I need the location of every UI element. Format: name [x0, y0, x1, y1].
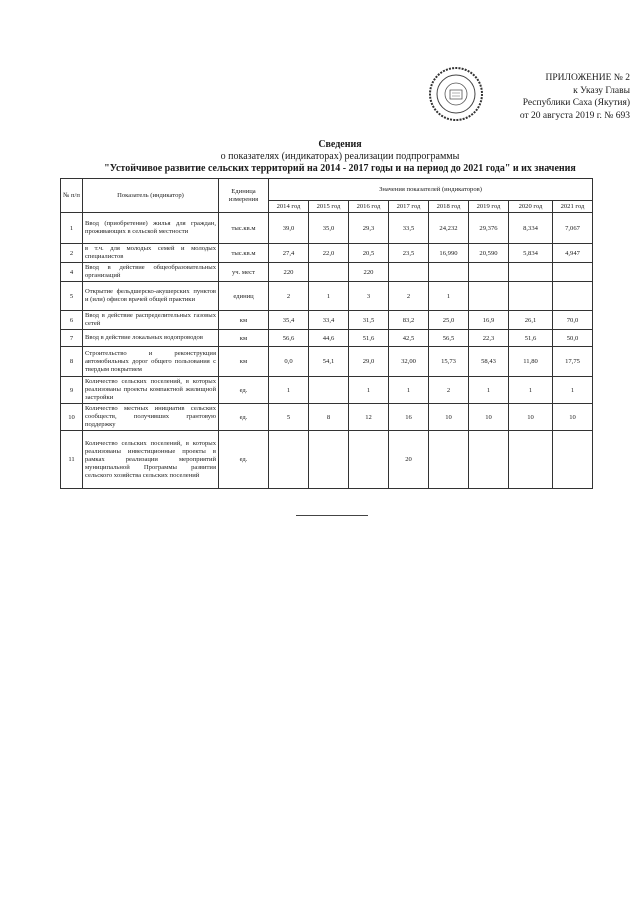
- value-cell: [309, 431, 349, 489]
- table-row: [61, 311, 593, 330]
- value-cell: 70,0: [553, 311, 593, 330]
- value-cell: 83,2: [389, 311, 429, 330]
- value-cell: 1: [553, 377, 593, 404]
- value-cell: 16: [389, 404, 429, 431]
- value-cell: 16,990: [429, 244, 469, 263]
- value-cell: 1: [389, 377, 429, 404]
- value-cell: 0,0: [269, 347, 309, 377]
- value-cell: 7,067: [553, 213, 593, 244]
- value-cell: 15,73: [429, 347, 469, 377]
- value-cell: 220: [269, 263, 309, 282]
- value-cell: 44,6: [309, 330, 349, 347]
- unit-cell: ед.: [219, 377, 269, 404]
- year-header: 2020 год: [509, 201, 553, 213]
- table-row: [61, 377, 593, 404]
- unit-cell: ед.: [219, 431, 269, 489]
- value-cell: 25,0: [429, 311, 469, 330]
- value-cell: 32,00: [389, 347, 429, 377]
- indicator-name: Ввод в действие локальных водопроводов: [83, 330, 219, 347]
- value-cell: 1: [349, 377, 389, 404]
- table-row: [61, 404, 593, 431]
- value-cell: 8: [309, 404, 349, 431]
- value-cell: 54,1: [309, 347, 349, 377]
- value-cell: 12: [349, 404, 389, 431]
- row-number: 10: [61, 404, 83, 431]
- value-cell: 35,4: [269, 311, 309, 330]
- value-cell: 35,0: [309, 213, 349, 244]
- value-cell: 1: [509, 377, 553, 404]
- value-cell: [429, 263, 469, 282]
- indicator-name: Ввод в действие распределительных газовых сетей: [83, 311, 219, 330]
- value-cell: 33,4: [309, 311, 349, 330]
- unit-cell: тыс.кв.м: [219, 213, 269, 244]
- value-cell: 27,4: [269, 244, 309, 263]
- year-header: 2014 год: [269, 201, 309, 213]
- value-cell: 51,6: [509, 330, 553, 347]
- value-cell: 29,376: [469, 213, 509, 244]
- value-cell: [469, 282, 509, 311]
- value-cell: 10: [509, 404, 553, 431]
- value-cell: 3: [349, 282, 389, 311]
- value-cell: [553, 431, 593, 489]
- unit-cell: км: [219, 347, 269, 377]
- value-cell: 8,334: [509, 213, 553, 244]
- row-number: 9: [61, 377, 83, 404]
- value-cell: 10: [469, 404, 509, 431]
- table-row: [61, 263, 593, 282]
- row-number: 7: [61, 330, 83, 347]
- value-cell: 5,834: [509, 244, 553, 263]
- unit-cell: единиц: [219, 282, 269, 311]
- value-cell: 26,1: [509, 311, 553, 330]
- value-cell: 20,590: [469, 244, 509, 263]
- indicator-name: Строительство и реконструкция автомобильных дорог общего пользования с твердым покрытием: [83, 347, 219, 377]
- value-cell: [509, 282, 553, 311]
- value-cell: 56,6: [269, 330, 309, 347]
- header-num: № п/п: [61, 179, 83, 213]
- table-row: [61, 244, 593, 263]
- value-cell: 24,232: [429, 213, 469, 244]
- header-indicator: Показатель (индикатор): [83, 179, 219, 213]
- value-cell: 22,3: [469, 330, 509, 347]
- title-line-1: Сведения: [318, 139, 362, 150]
- value-cell: [553, 263, 593, 282]
- value-cell: 10: [429, 404, 469, 431]
- annex-line: ПРИЛОЖЕНИЕ № 2: [545, 73, 630, 83]
- annex-line: к Указу Главы: [573, 85, 630, 96]
- row-number: 8: [61, 347, 83, 377]
- document-title: [60, 139, 620, 175]
- unit-cell: ед.: [219, 404, 269, 431]
- value-cell: [509, 263, 553, 282]
- row-number: 1: [61, 213, 83, 244]
- year-header: 2021 год: [553, 201, 593, 213]
- year-header: 2019 год: [469, 201, 509, 213]
- table-row: [61, 347, 593, 377]
- value-cell: 17,75: [553, 347, 593, 377]
- annex-line: от 20 августа 2019 г. № 693: [519, 110, 630, 121]
- value-cell: 20: [389, 431, 429, 489]
- value-cell: 16,9: [469, 311, 509, 330]
- indicator-name: Количество местных инициатив сельских сообществ, получивших грантовую поддержку: [83, 404, 219, 431]
- value-cell: 22,0: [309, 244, 349, 263]
- title-line-2: о показателях (индикаторах) реализации подпрограммы: [220, 151, 460, 162]
- row-number: 4: [61, 263, 83, 282]
- table-row: [61, 213, 593, 244]
- value-cell: 33,5: [389, 213, 429, 244]
- value-cell: 2: [269, 282, 309, 311]
- row-number: 6: [61, 311, 83, 330]
- header-values: Значения показателей (индикаторов): [269, 179, 593, 201]
- indicator-name: Количество сельских поселений, в которых реализованы инвестиционные проекты в рамках реализации мероприятий муниципальной Программы развития сельского хозяйства сельских поселений: [83, 431, 219, 489]
- table-row: [61, 330, 593, 347]
- annex-line: Республики Саха (Якутия): [522, 98, 630, 108]
- value-cell: 2: [389, 282, 429, 311]
- row-number: 11: [61, 431, 83, 489]
- table-row: [61, 431, 593, 489]
- indicator-name: Ввод (приобретение) жилья для граждан, проживающих в сельской местности: [83, 213, 219, 244]
- year-header: 2018 год: [429, 201, 469, 213]
- value-cell: 11,80: [509, 347, 553, 377]
- indicator-name: Ввод в действие общеобразовательных организаций: [83, 263, 219, 282]
- value-cell: 56,5: [429, 330, 469, 347]
- value-cell: [269, 431, 309, 489]
- value-cell: 42,5: [389, 330, 429, 347]
- value-cell: 1: [469, 377, 509, 404]
- value-cell: [429, 431, 469, 489]
- year-header: 2015 год: [309, 201, 349, 213]
- unit-cell: тыс.кв.м: [219, 244, 269, 263]
- value-cell: [553, 282, 593, 311]
- value-cell: [309, 263, 349, 282]
- indicator-name: в т.ч. для молодых семей и молодых специалистов: [83, 244, 219, 263]
- value-cell: [389, 263, 429, 282]
- year-header: 2016 год: [349, 201, 389, 213]
- unit-cell: км: [219, 330, 269, 347]
- indicator-name: Открытие фельдшерско-акушерских пунктов и (или) офисов врачей общей практики: [83, 282, 219, 311]
- row-number: 2: [61, 244, 83, 263]
- value-cell: 1: [269, 377, 309, 404]
- value-cell: 4,947: [553, 244, 593, 263]
- unit-cell: км: [219, 311, 269, 330]
- value-cell: 39,0: [269, 213, 309, 244]
- value-cell: 31,5: [349, 311, 389, 330]
- value-cell: [309, 377, 349, 404]
- value-cell: 1: [309, 282, 349, 311]
- value-cell: 29,0: [349, 347, 389, 377]
- value-cell: 1: [429, 282, 469, 311]
- value-cell: [509, 431, 553, 489]
- value-cell: 50,0: [553, 330, 593, 347]
- table-row: [61, 282, 593, 311]
- row-number: 5: [61, 282, 83, 311]
- year-header: 2017 год: [389, 201, 429, 213]
- value-cell: 51,6: [349, 330, 389, 347]
- value-cell: 10: [553, 404, 593, 431]
- value-cell: 20,5: [349, 244, 389, 263]
- value-cell: 23,5: [389, 244, 429, 263]
- title-line-3: "Устойчивое развитие сельских территорий на 2014 - 2017 годы и на период до 2021 года" и их значения: [104, 163, 576, 174]
- value-cell: 220: [349, 263, 389, 282]
- value-cell: [349, 431, 389, 489]
- value-cell: [469, 431, 509, 489]
- header-unit: Единица измерения: [219, 179, 269, 213]
- value-cell: 5: [269, 404, 309, 431]
- value-cell: [469, 263, 509, 282]
- end-rule: [296, 515, 368, 516]
- indicator-name: Количество сельских поселений, в которых реализованы проекты компактной жилищной застройки: [83, 377, 219, 404]
- value-cell: 2: [429, 377, 469, 404]
- annex-header: [470, 72, 630, 122]
- unit-cell: уч. мест: [219, 263, 269, 282]
- indicators-table: [60, 178, 593, 489]
- value-cell: 29,3: [349, 213, 389, 244]
- value-cell: 58,43: [469, 347, 509, 377]
